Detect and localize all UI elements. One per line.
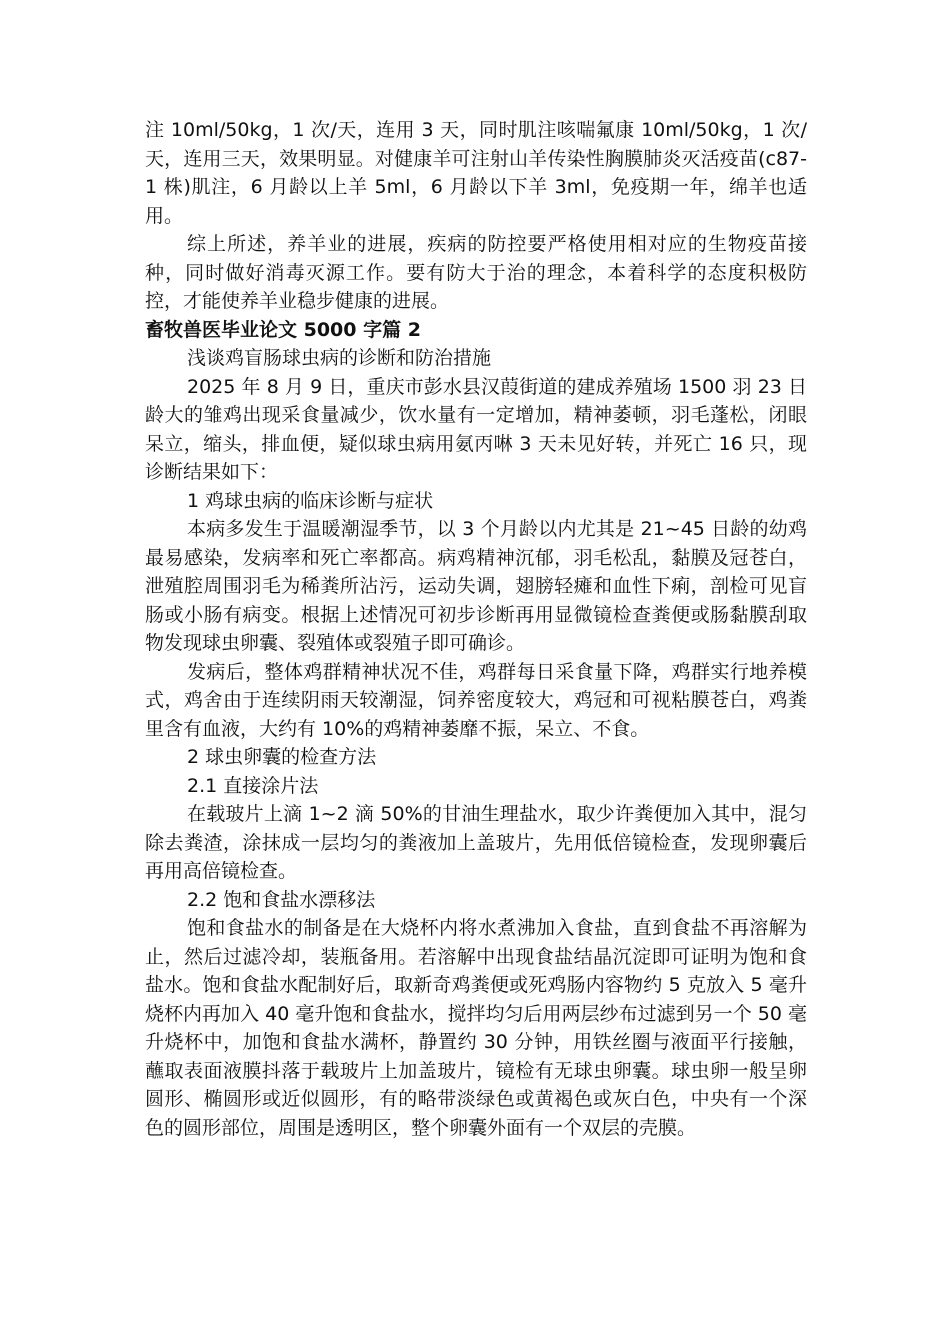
paragraph-vaccine-dosage: 注 10ml/50kg，1 次/天，连用 3 天，同时肌注咳喘氟康 10ml/50kg，1 次/天，连用三天，效果明显。对健康羊可注射山羊传染性胸膜肺炎灭活疫苗(c87-1 株)肌注，6 月龄以上羊 5ml，6 月龄以下羊 3ml，免疫期一年，绵羊也适用。 [145,119,807,227]
subheading-direct-smear: 2.1 直接涂片法 [187,774,319,797]
subheading-examination-methods: 2 球虫卵囊的检查方法 [187,746,377,768]
section-heading: 畜牧兽医毕业论文 5000 字篇 2 [145,318,421,341]
paragraph-conclusion: 综上所述，养羊业的进展，疾病的防控要严格使用相对应的生物疫苗接种，同时做好消毒灭源工作。要有防大于治的理念，本着科学的态度积极防控，才能使养羊业稳步健康的进展。 [145,233,807,312]
subheading-flotation: 2.2 饱和食盐水漂移法 [187,888,376,911]
paragraph-flock-condition: 发病后，整体鸡群精神状况不佳，鸡群每日采食量下降，鸡群实行地养模式，鸡舍由于连续阴雨天较潮湿，饲养密度较大，鸡冠和可视粘膜苍白，鸡粪里含有血液，大约有 10%的鸡精神萎靡不振，呆立、不食。 [145,660,807,740]
article-title: 浅谈鸡盲肠球虫病的诊断和防治措施 [187,347,492,369]
document-page [145,116,807,1142]
paragraph-direct-smear: 在载玻片上滴 1~2 滴 50%的甘油生理盐水，取少许粪便加入其中，混匀除去粪渣，涂抹成一层均匀的粪液加上盖玻片，先用低倍镜检查，发现卵囊后再用高倍镜检查。 [145,803,807,882]
subheading-clinical-diagnosis: 1 鸡球虫病的临床诊断与症状 [187,489,434,512]
paragraph-symptoms: 本病多发生于温暖潮湿季节，以 3 个月龄以内尤其是 21~45 日龄的幼鸡最易感染，发病率和死亡率都高。病鸡精神沉郁，羽毛松乱，黏膜及冠苍白，泄殖腔周围羽毛为稀粪所沾污，运动失调，翅膀轻瘫和血性下痢，剖检可见盲肠或小肠有病变。根据上述情况可初步诊断再用显微镜检查粪便或肠黏膜刮取物发现球虫卵囊、裂殖体或裂殖子即可确诊。 [145,518,807,654]
paragraph-flotation: 饱和食盐水的制备是在大烧杯内将水煮沸加入食盐，直到食盐不再溶解为止，然后过滤冷却，装瓶备用。若溶解中出现食盐结晶沉淀即可证明为饱和食盐水。饱和食盐水配制好后，取新奇鸡粪便或死鸡肠内容物约 5 克放入 5 毫升烧杯内再加入 40 毫升饱和食盐水，搅拌均匀后用两层纱布过滤到另一个 50 毫升烧杯中，加饱和食盐水满杯，静置约 30 分钟，用铁丝圈与液面平行接触，蘸取表面液膜抖落于载玻片上加盖玻片，镜检有无球虫卵囊。球虫卵一般呈卵圆形、椭圆形或近似圆形，有的略带淡绿色或黄褐色或灰白色，中央有一个深色的圆形部位，周围是透明区，整个卵囊外面有一个双层的壳膜。 [145,917,807,1139]
paragraph-case-background: 2025 年 8 月 9 日，重庆市彭水县汉葭街道的建成养殖场 1500 羽 23 日龄大的雏鸡出现采食量减少，饮水量有一定增加，精神萎顿，羽毛蓬松，闭眼呆立，缩头，排血便，疑似球虫病用氨丙啉 3 天未见好转，并死亡 16 只，现诊断结果如下： [145,375,807,483]
